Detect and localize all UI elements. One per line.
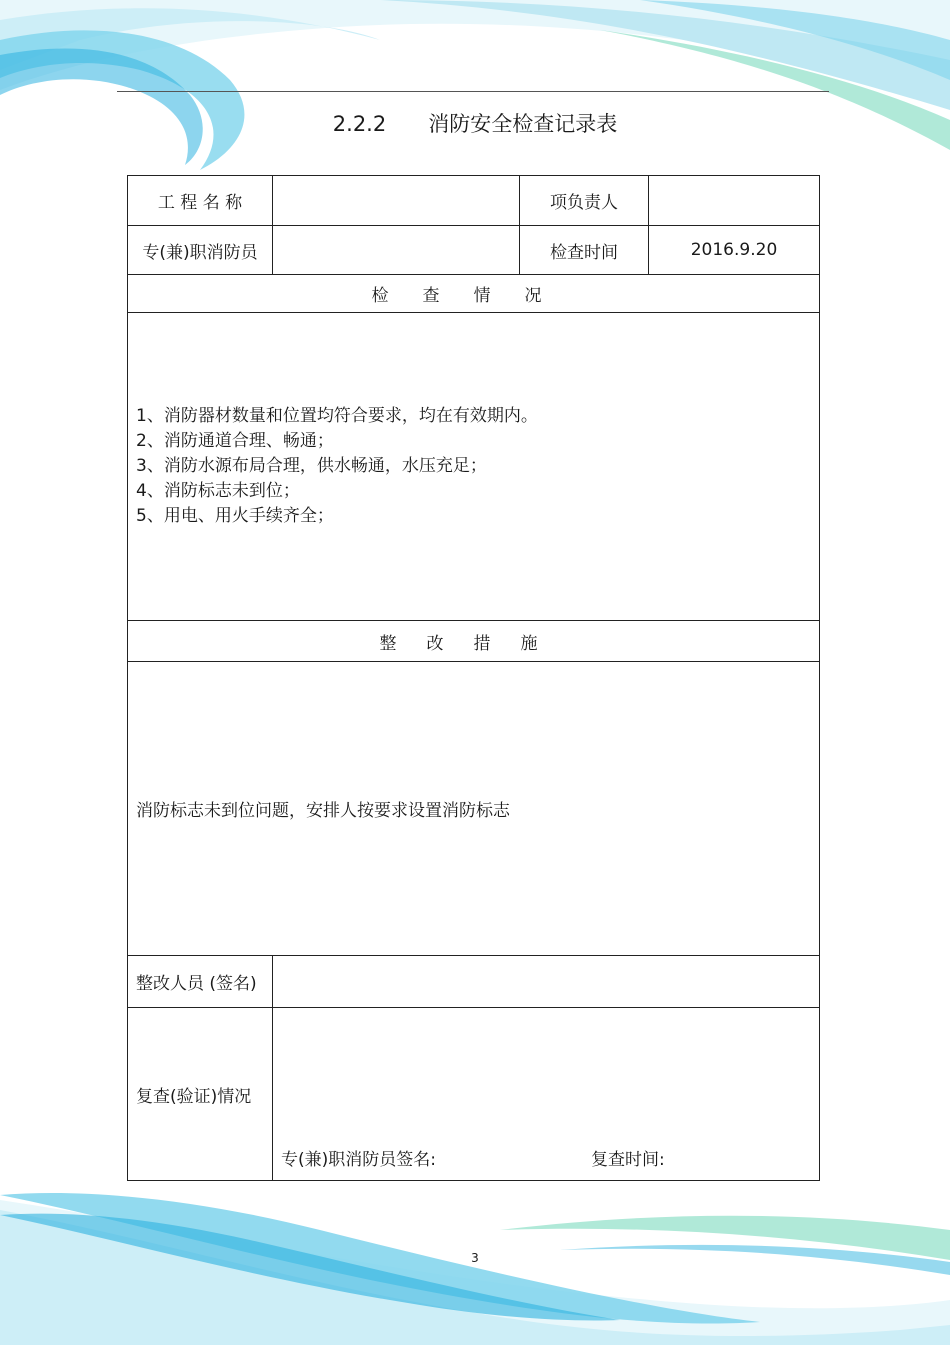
review-label: 复查(验证)情况 <box>128 1008 273 1181</box>
row-rectification-header <box>128 621 820 662</box>
project-name-value[interactable] <box>273 176 520 226</box>
inspection-time-value[interactable]: 2016.9.20 <box>649 226 820 275</box>
project-manager-value[interactable] <box>649 176 820 226</box>
project-name-label: 工 程 名 称 <box>128 176 273 226</box>
page-number: 3 <box>471 1251 479 1265</box>
rectifier-signature[interactable] <box>273 956 820 1008</box>
rectifier-label: 整改人员 (签名) <box>128 956 273 1008</box>
header-rule <box>117 91 829 92</box>
inspection-item: 5、用电、用火手续齐全； <box>136 506 334 526</box>
inspection-item: 3、消防水源布局合理，供水畅通，水压充足； <box>136 456 487 476</box>
inspection-item: 1、消防器材数量和位置均符合要求，均在有效期内。 <box>136 406 538 426</box>
fire-officer-label: 专(兼)职消防员 <box>128 226 273 275</box>
inspection-item: 4、消防标志未到位； <box>136 481 300 501</box>
rectification-section-title: 整改措施 <box>128 621 820 662</box>
page-title <box>0 108 950 138</box>
inspection-section-title: 检查情况 <box>128 275 820 313</box>
rectification-content[interactable]: 消防标志未到位问题，安排人按要求设置消防标志 <box>128 662 820 956</box>
row-inspection-header <box>128 275 820 313</box>
row-rectification-content <box>128 662 820 956</box>
review-signature-row <box>281 1008 811 1180</box>
row-officer <box>128 226 820 275</box>
row-project <box>128 176 820 226</box>
inspection-content[interactable] <box>128 313 820 621</box>
row-inspection-content <box>128 313 820 621</box>
review-content[interactable] <box>273 1008 820 1181</box>
review-time-label: 复查时间: <box>591 1150 665 1170</box>
inspection-item: 2、消防通道合理、畅通； <box>136 431 334 451</box>
section-number: 2.2.2 <box>332 112 387 136</box>
fire-inspection-form <box>127 175 820 1181</box>
review-signature-label: 专(兼)职消防员签名: <box>281 1150 436 1170</box>
row-review <box>128 1008 820 1181</box>
title-text: 消防安全检查记录表 <box>428 112 618 136</box>
project-manager-label: 项负责人 <box>520 176 649 226</box>
fire-officer-value[interactable] <box>273 226 520 275</box>
row-rectifier <box>128 956 820 1008</box>
inspection-time-label: 检查时间 <box>520 226 649 275</box>
